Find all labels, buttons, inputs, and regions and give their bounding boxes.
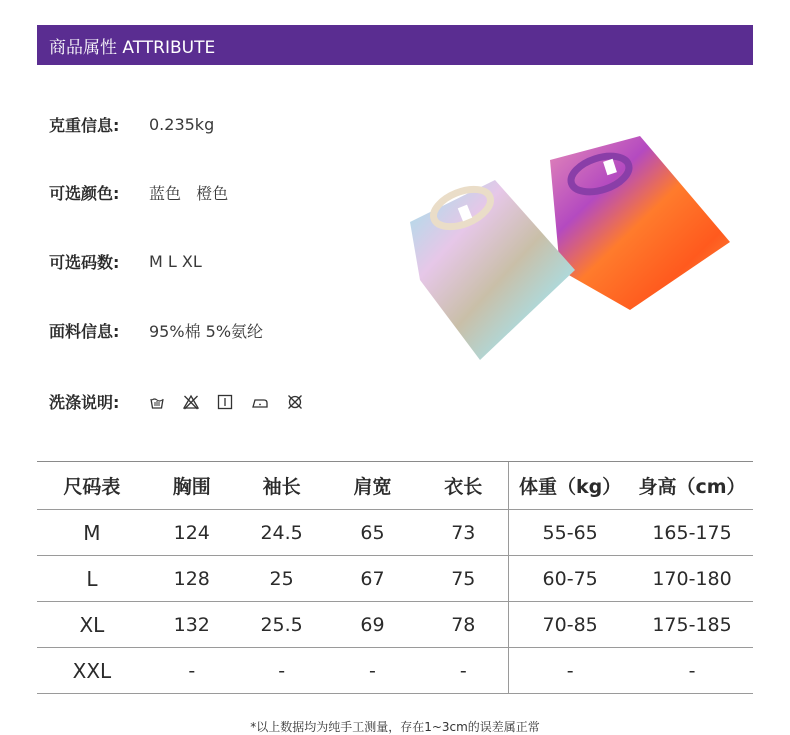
attr-label: 克重信息: (49, 116, 120, 135)
table-cell: 75 (418, 556, 508, 602)
attr-sizes (49, 250, 202, 273)
section-header (37, 25, 753, 65)
table-cell: 25.5 (237, 602, 327, 648)
attr-label: 洗涤说明: (49, 393, 120, 412)
attr-value: 蓝色 橙色 (149, 184, 229, 203)
table-header: 胸围 (147, 462, 237, 510)
table-cell: 65 (327, 510, 419, 556)
table-cell: 55-65 (509, 510, 631, 556)
attr-value: M L XL (149, 252, 202, 271)
table-cell: 132 (147, 602, 237, 648)
table-cell: M (37, 510, 147, 556)
product-image (400, 130, 740, 370)
table-row (37, 602, 753, 648)
table-cell: - (509, 648, 631, 694)
attr-value: 95%棉 5%氨纶 (149, 322, 264, 341)
table-cell: 25 (237, 556, 327, 602)
table-cell: XXL (37, 648, 147, 694)
no-dry-clean-icon (287, 394, 303, 410)
table-cell: - (237, 648, 327, 694)
attr-label: 面料信息: (49, 322, 120, 341)
table-cell: 67 (327, 556, 419, 602)
table-cell: 69 (327, 602, 419, 648)
orange-shirt (550, 136, 730, 310)
table-cell: 170-180 (631, 556, 753, 602)
table-cell: - (418, 648, 508, 694)
table-cell: 70-85 (509, 602, 631, 648)
attr-weight (49, 113, 214, 136)
table-header: 衣长 (418, 462, 508, 510)
table-header-row (37, 462, 753, 510)
footnote: *以上数据均为纯手工测量，存在1~3cm的误差属正常 (250, 720, 540, 734)
table-row (37, 648, 753, 694)
table-header: 袖长 (237, 462, 327, 510)
table-cell: 124 (147, 510, 237, 556)
attr-label: 可选颜色: (49, 184, 120, 203)
wash-icons (149, 394, 303, 410)
table-cell: - (631, 648, 753, 694)
table-row (37, 510, 753, 556)
hand-wash-icon (149, 394, 165, 410)
attr-wash (49, 390, 303, 413)
table-cell: 78 (418, 602, 508, 648)
table-header: 尺码表 (37, 462, 147, 510)
table-cell: 128 (147, 556, 237, 602)
table-header: 身高（cm） (631, 462, 753, 510)
attr-value: 0.235kg (149, 115, 215, 134)
blue-shirt (410, 180, 575, 360)
attr-colors (49, 181, 228, 204)
table-cell: 165-175 (631, 510, 753, 556)
tumble-dry-icon (217, 394, 233, 410)
section-title: 商品属性 ATTRIBUTE (49, 37, 216, 58)
table-cell: 73 (418, 510, 508, 556)
table-cell: XL (37, 602, 147, 648)
attr-fabric (49, 319, 263, 342)
table-cell: L (37, 556, 147, 602)
attr-label: 可选码数: (49, 253, 120, 272)
table-header: 体重（kg） (509, 462, 631, 510)
table-row (37, 556, 753, 602)
iron-low-icon (251, 394, 269, 410)
size-table (37, 461, 753, 694)
table-cell: 24.5 (237, 510, 327, 556)
table-header: 肩宽 (327, 462, 419, 510)
table-cell: 175-185 (631, 602, 753, 648)
table-cell: - (147, 648, 237, 694)
table-cell: - (327, 648, 419, 694)
table-cell: 60-75 (509, 556, 631, 602)
no-bleach-icon (183, 394, 199, 410)
